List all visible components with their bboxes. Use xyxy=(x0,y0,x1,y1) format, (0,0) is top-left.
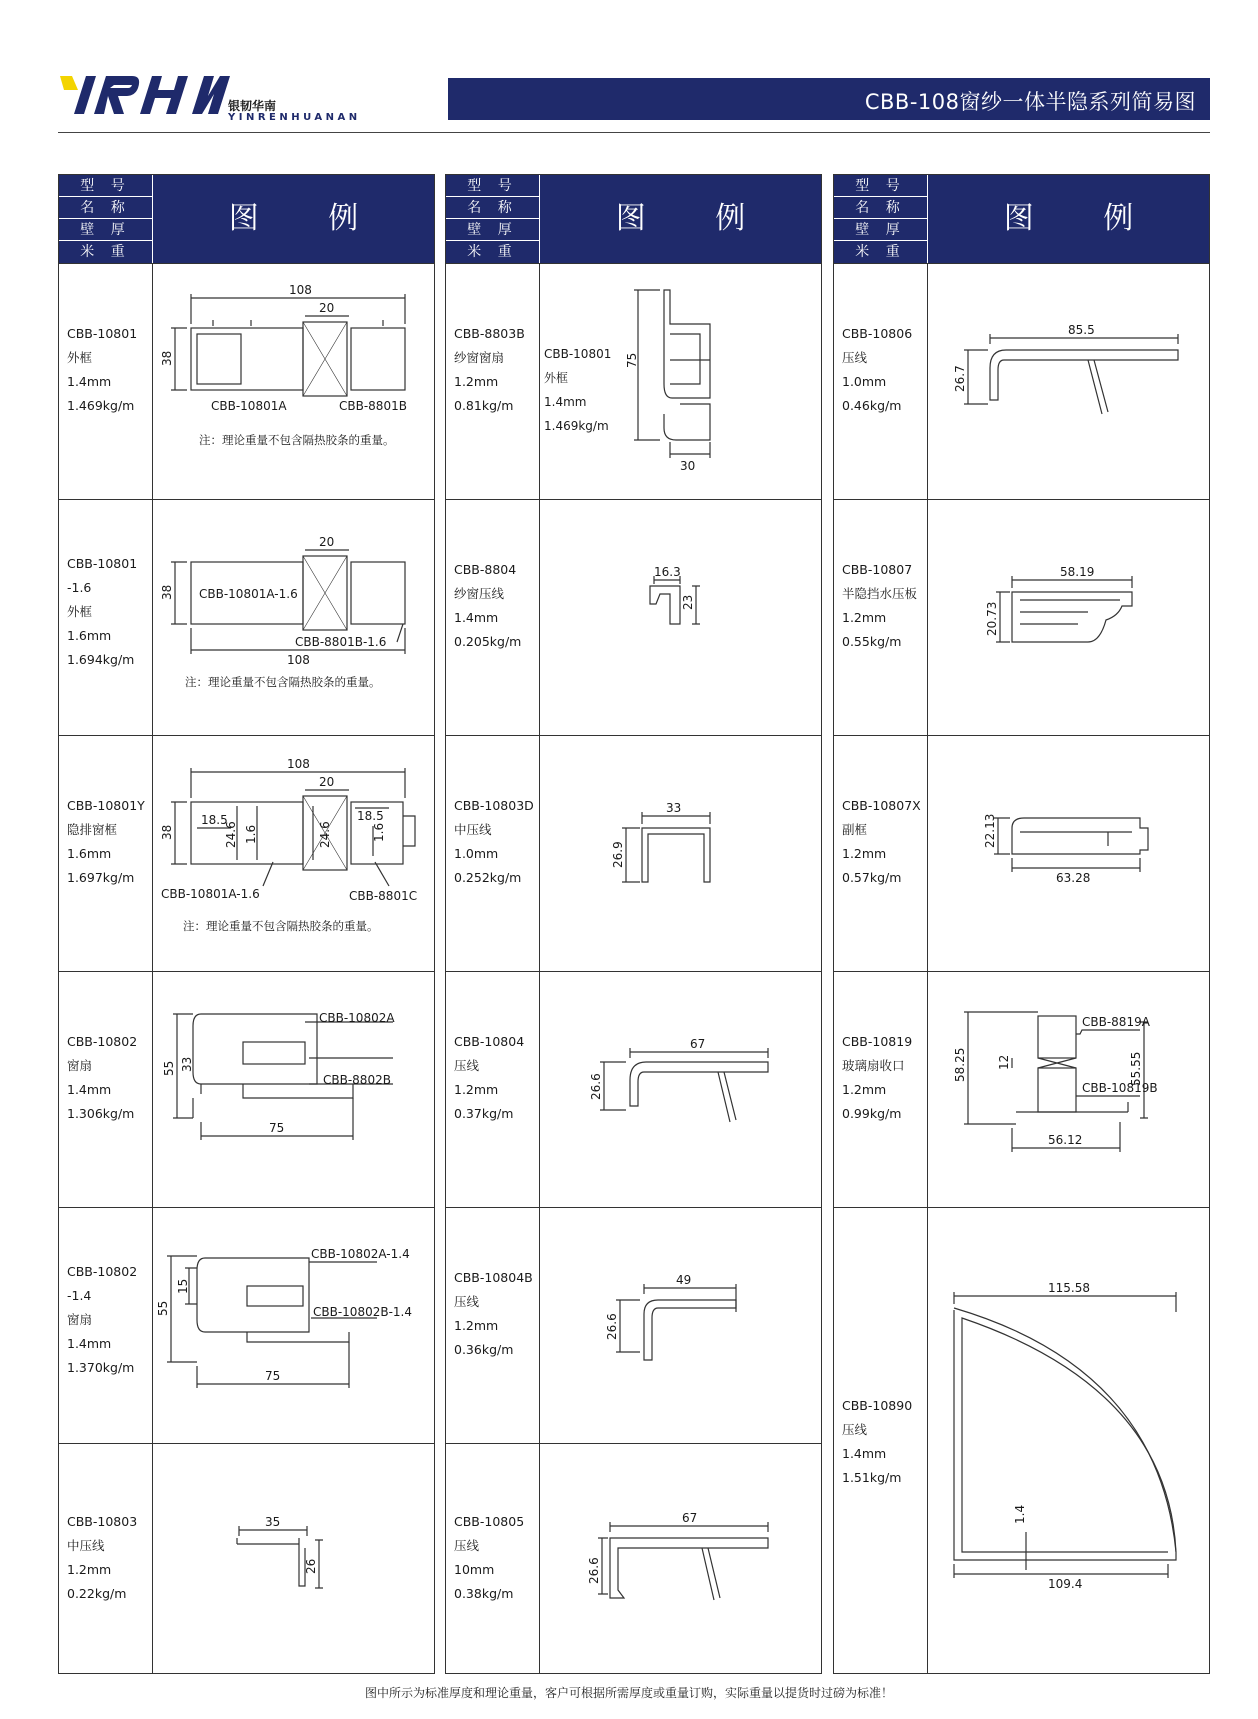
model-code: CBB-10803D xyxy=(454,798,534,813)
part-label: CBB-10801A-1.6 xyxy=(161,887,260,901)
header-label-thickness: 壁 厚 xyxy=(446,219,539,241)
profile-drawing xyxy=(540,736,822,970)
dimension-label: 38 xyxy=(160,824,174,840)
dimension-label: 26.7 xyxy=(953,365,967,392)
header-label-thickness: 壁 厚 xyxy=(59,219,152,241)
unit-weight: 0.81kg/m xyxy=(454,398,514,413)
profile-name: 窗扇 xyxy=(67,1058,93,1073)
profile-name: 压线 xyxy=(454,1294,480,1309)
model-code: CBB-10807X xyxy=(842,798,921,813)
wall-thickness: 1.2mm xyxy=(842,846,887,861)
dimension-label: 108 xyxy=(287,653,310,667)
profile-drawing xyxy=(928,972,1210,1206)
profile-row xyxy=(446,499,821,735)
dimension-label: 108 xyxy=(289,283,312,297)
profile-column-3 xyxy=(833,174,1210,1674)
profile-row xyxy=(59,1443,434,1675)
model-code: CBB-8803B xyxy=(454,326,525,341)
unit-weight: 1.51kg/m xyxy=(842,1470,902,1485)
part-label: CBB-8802B xyxy=(323,1073,391,1087)
profile-name: 外框 xyxy=(544,371,569,385)
wall-thickness: 1.2mm xyxy=(842,610,887,625)
model-code: CBB-10806 xyxy=(842,326,913,341)
profile-name: 中压线 xyxy=(67,1538,105,1553)
profile-name: 中压线 xyxy=(454,822,492,837)
wall-thickness: 1.4mm xyxy=(67,1082,112,1097)
dimension-label: 67 xyxy=(682,1511,698,1525)
profile-row xyxy=(446,971,821,1207)
profile-row xyxy=(834,263,1209,499)
wall-thickness: 1.6mm xyxy=(67,628,112,643)
model-code: CBB-10819 xyxy=(842,1034,913,1049)
part-label: CBB-8801B-1.6 xyxy=(295,635,387,649)
profile-drawing xyxy=(928,1208,1210,1674)
dimension-label: 30 xyxy=(680,459,696,473)
profile-column-1 xyxy=(58,174,435,1674)
profile-drawing xyxy=(153,736,435,970)
dimension-label: 75 xyxy=(625,352,639,368)
unit-weight: 0.99kg/m xyxy=(842,1106,902,1121)
header-legend: 图 例 xyxy=(1003,201,1164,236)
model-code: CBB-10803 xyxy=(67,1514,138,1529)
profile-name: 压线 xyxy=(842,1422,868,1437)
unit-weight: 1.697kg/m xyxy=(67,870,135,885)
header-label-thickness: 壁 厚 xyxy=(834,219,927,241)
model-code-suffix: -1.6 xyxy=(67,580,92,595)
wall-thickness: 1.4mm xyxy=(454,610,499,625)
wall-thickness: 1.2mm xyxy=(842,1082,887,1097)
profile-row xyxy=(59,499,434,735)
profile-drawing xyxy=(928,500,1210,734)
dimension-label: 18.5 xyxy=(357,809,384,823)
dimension-label: 20 xyxy=(319,775,335,789)
profile-name: 压线 xyxy=(454,1058,480,1073)
profile-row xyxy=(834,971,1209,1207)
dimension-label: 1.6 xyxy=(244,824,258,844)
dimension-label: 67 xyxy=(690,1037,706,1051)
dimension-label: 49 xyxy=(676,1273,692,1287)
header-label-model: 型 号 xyxy=(834,175,927,197)
dimension-label: 109.4 xyxy=(1048,1577,1083,1591)
part-label: CBB-8801B xyxy=(339,399,407,413)
unit-weight: 1.469kg/m xyxy=(67,398,135,413)
dimension-label: 75 xyxy=(265,1369,281,1383)
profile-row xyxy=(446,263,821,499)
profile-row xyxy=(446,1207,821,1443)
profile-drawing xyxy=(540,1444,822,1674)
dimension-label: 23 xyxy=(681,594,695,610)
header-label-model: 型 号 xyxy=(446,175,539,197)
weight-note: 注：理论重量不包含隔热胶条的重量。 xyxy=(185,675,381,689)
column-header xyxy=(834,175,1209,263)
header-label-weight: 米 重 xyxy=(855,244,906,260)
profile-row xyxy=(59,263,434,499)
dimension-label: 20.73 xyxy=(985,601,999,636)
profile-name: 纱窗窗扇 xyxy=(454,350,505,365)
header-label-weight: 米 重 xyxy=(80,244,131,260)
profile-column-2 xyxy=(445,174,822,1674)
dimension-label: 58.25 xyxy=(953,1047,967,1082)
unit-weight: 0.38kg/m xyxy=(454,1586,514,1601)
unit-weight: 1.469kg/m xyxy=(544,419,609,433)
profile-drawing xyxy=(928,264,1210,498)
dimension-label: 55.55 xyxy=(1129,1051,1143,1086)
dimension-label: 24.6 xyxy=(318,821,332,848)
header-label-name: 名 称 xyxy=(446,197,539,219)
profile-row xyxy=(59,971,434,1207)
header-label-name: 名 称 xyxy=(59,197,152,219)
header-label-weight: 米 重 xyxy=(467,244,518,260)
profile-drawing xyxy=(540,972,822,1206)
weight-note: 注：理论重量不包含隔热胶条的重量。 xyxy=(199,433,395,447)
unit-weight: 0.37kg/m xyxy=(454,1106,514,1121)
profile-row xyxy=(59,1207,434,1443)
unit-weight: 1.370kg/m xyxy=(67,1360,135,1375)
model-code: CBB-10890 xyxy=(842,1398,913,1413)
profile-drawing xyxy=(540,500,822,734)
dimension-label: 85.5 xyxy=(1068,323,1095,337)
profile-name: 副框 xyxy=(842,822,868,837)
dimension-label: 20 xyxy=(319,301,335,315)
profile-name: 隐排窗框 xyxy=(67,822,118,837)
dimension-label: 33 xyxy=(666,801,682,815)
dimension-label: 16.3 xyxy=(654,565,681,579)
unit-weight: 1.694kg/m xyxy=(67,652,135,667)
wall-thickness: 1.2mm xyxy=(454,1318,499,1333)
profile-name: 压线 xyxy=(454,1538,480,1553)
footer-disclaimer: 图中所示为标准厚度和理论重量，客户可根据所需厚度或重量订购，实际重量以提货时过磅为标准！ xyxy=(364,1686,893,1700)
model-code: CBB-10802 xyxy=(67,1034,138,1049)
unit-weight: 0.205kg/m xyxy=(454,634,522,649)
part-label: CBB-10802A xyxy=(319,1011,395,1025)
column-header xyxy=(59,175,434,263)
profile-drawing xyxy=(153,972,435,1206)
profile-drawing xyxy=(153,1444,435,1674)
part-label: CBB-10802A-1.4 xyxy=(311,1247,410,1261)
dimension-label: 115.58 xyxy=(1048,1281,1090,1295)
unit-weight: 1.306kg/m xyxy=(67,1106,135,1121)
model-code: CBB-10804B xyxy=(454,1270,533,1285)
model-code: CBB-8804 xyxy=(454,562,517,577)
profile-name: 玻璃扇收口 xyxy=(842,1058,905,1073)
dimension-label: 26.6 xyxy=(605,1313,619,1340)
part-label: CBB-8819A xyxy=(1082,1015,1150,1029)
wall-thickness: 1.4mm xyxy=(544,395,587,409)
wall-thickness: 1.4mm xyxy=(67,1336,112,1351)
dimension-label: 56.12 xyxy=(1048,1133,1083,1147)
part-label: CBB-10801A xyxy=(211,399,287,413)
header-label-name: 名 称 xyxy=(834,197,927,219)
part-label: CBB-10819B xyxy=(1082,1081,1158,1095)
profile-name: 外框 xyxy=(67,604,93,619)
dimension-label: 12 xyxy=(997,1054,1011,1070)
wall-thickness: 1.4mm xyxy=(67,374,112,389)
model-code: CBB-10801 xyxy=(67,326,138,341)
unit-weight: 0.57kg/m xyxy=(842,870,902,885)
title-bar xyxy=(448,78,1210,120)
dimension-label: 26.6 xyxy=(587,1557,601,1584)
weight-note: 注：理论重量不包含隔热胶条的重量。 xyxy=(183,919,379,933)
dimension-label: 38 xyxy=(160,584,174,600)
unit-weight: 0.22kg/m xyxy=(67,1586,127,1601)
wall-thickness: 1.6mm xyxy=(67,846,112,861)
unit-weight: 0.252kg/m xyxy=(454,870,522,885)
model-code-suffix: -1.4 xyxy=(67,1288,92,1303)
profile-row xyxy=(446,1443,821,1675)
part-label: CBB-10802B-1.4 xyxy=(313,1305,412,1319)
profile-name: 压线 xyxy=(842,350,868,365)
header-label-model: 型 号 xyxy=(59,175,152,197)
header-legend: 图 例 xyxy=(228,201,389,236)
brand-cn: 银韧华南 xyxy=(228,99,277,113)
model-code: CBB-10807 xyxy=(842,562,913,577)
profile-name: 纱窗压线 xyxy=(454,586,505,601)
dimension-label: 55 xyxy=(156,1300,170,1316)
dimension-label: 108 xyxy=(287,757,310,771)
dimension-label: 22.13 xyxy=(983,813,997,848)
profile-row xyxy=(446,735,821,971)
dimension-label: 18.5 xyxy=(201,813,228,827)
unit-weight: 0.55kg/m xyxy=(842,634,902,649)
profile-drawing xyxy=(540,1208,822,1442)
dimension-label: 26.9 xyxy=(611,841,625,868)
dimension-label: 26 xyxy=(304,1558,318,1574)
wall-thickness: 1.2mm xyxy=(454,1082,499,1097)
dimension-label: 26.6 xyxy=(589,1073,603,1100)
dimension-label: 35 xyxy=(265,1515,281,1529)
dimension-label: 15 xyxy=(176,1278,190,1294)
unit-weight: 0.46kg/m xyxy=(842,398,902,413)
profile-row xyxy=(834,1207,1209,1675)
dimension-label: 20 xyxy=(319,535,335,549)
model-code: CBB-10804 xyxy=(454,1034,525,1049)
dimension-label: 24.6 xyxy=(224,821,238,848)
dimension-label: 1.6 xyxy=(372,822,386,842)
model-code: CBB-10801 xyxy=(544,347,612,361)
brand-pinyin: YINRENHUANAN xyxy=(228,112,361,123)
profile-row xyxy=(834,499,1209,735)
wall-thickness: 1.0mm xyxy=(454,846,499,861)
column-header xyxy=(446,175,821,263)
part-label: CBB-8801C xyxy=(349,889,418,903)
model-code: CBB-10802 xyxy=(67,1264,138,1279)
wall-thickness: 1.4mm xyxy=(842,1446,887,1461)
dimension-label: 58.19 xyxy=(1060,565,1095,579)
wall-thickness: 1.2mm xyxy=(67,1562,112,1577)
model-code: CBB-10801Y xyxy=(67,798,145,813)
wall-thickness: 1.2mm xyxy=(454,374,499,389)
profile-name: 窗扇 xyxy=(67,1312,93,1327)
profile-drawing xyxy=(153,1208,435,1442)
profile-name: 半隐挡水压板 xyxy=(842,586,918,601)
dimension-label: 38 xyxy=(160,350,174,366)
profile-name: 外框 xyxy=(67,350,93,365)
dimension-label: 63.28 xyxy=(1056,871,1091,885)
dimension-label: 55 xyxy=(162,1060,176,1076)
profile-drawing xyxy=(153,264,435,498)
header-divider xyxy=(58,132,1210,133)
part-label: CBB-10801A-1.6 xyxy=(199,587,298,601)
unit-weight: 0.36kg/m xyxy=(454,1342,514,1357)
profile-row xyxy=(59,735,434,971)
dimension-label: 75 xyxy=(269,1121,285,1135)
wall-thickness: 1.0mm xyxy=(842,374,887,389)
model-code: CBB-10801 xyxy=(67,556,138,571)
page-title: CBB-108窗纱一体半隐系列简易图 xyxy=(864,90,1196,114)
profile-row xyxy=(834,735,1209,971)
header-legend: 图 例 xyxy=(615,201,776,236)
dimension-label: 33 xyxy=(180,1056,194,1072)
model-code: CBB-10805 xyxy=(454,1514,525,1529)
dimension-label: 1.4 xyxy=(1013,1504,1027,1524)
profile-drawing xyxy=(153,500,435,734)
wall-thickness: 10mm xyxy=(454,1562,495,1577)
profile-drawing xyxy=(540,264,822,498)
profile-drawing xyxy=(928,736,1210,970)
